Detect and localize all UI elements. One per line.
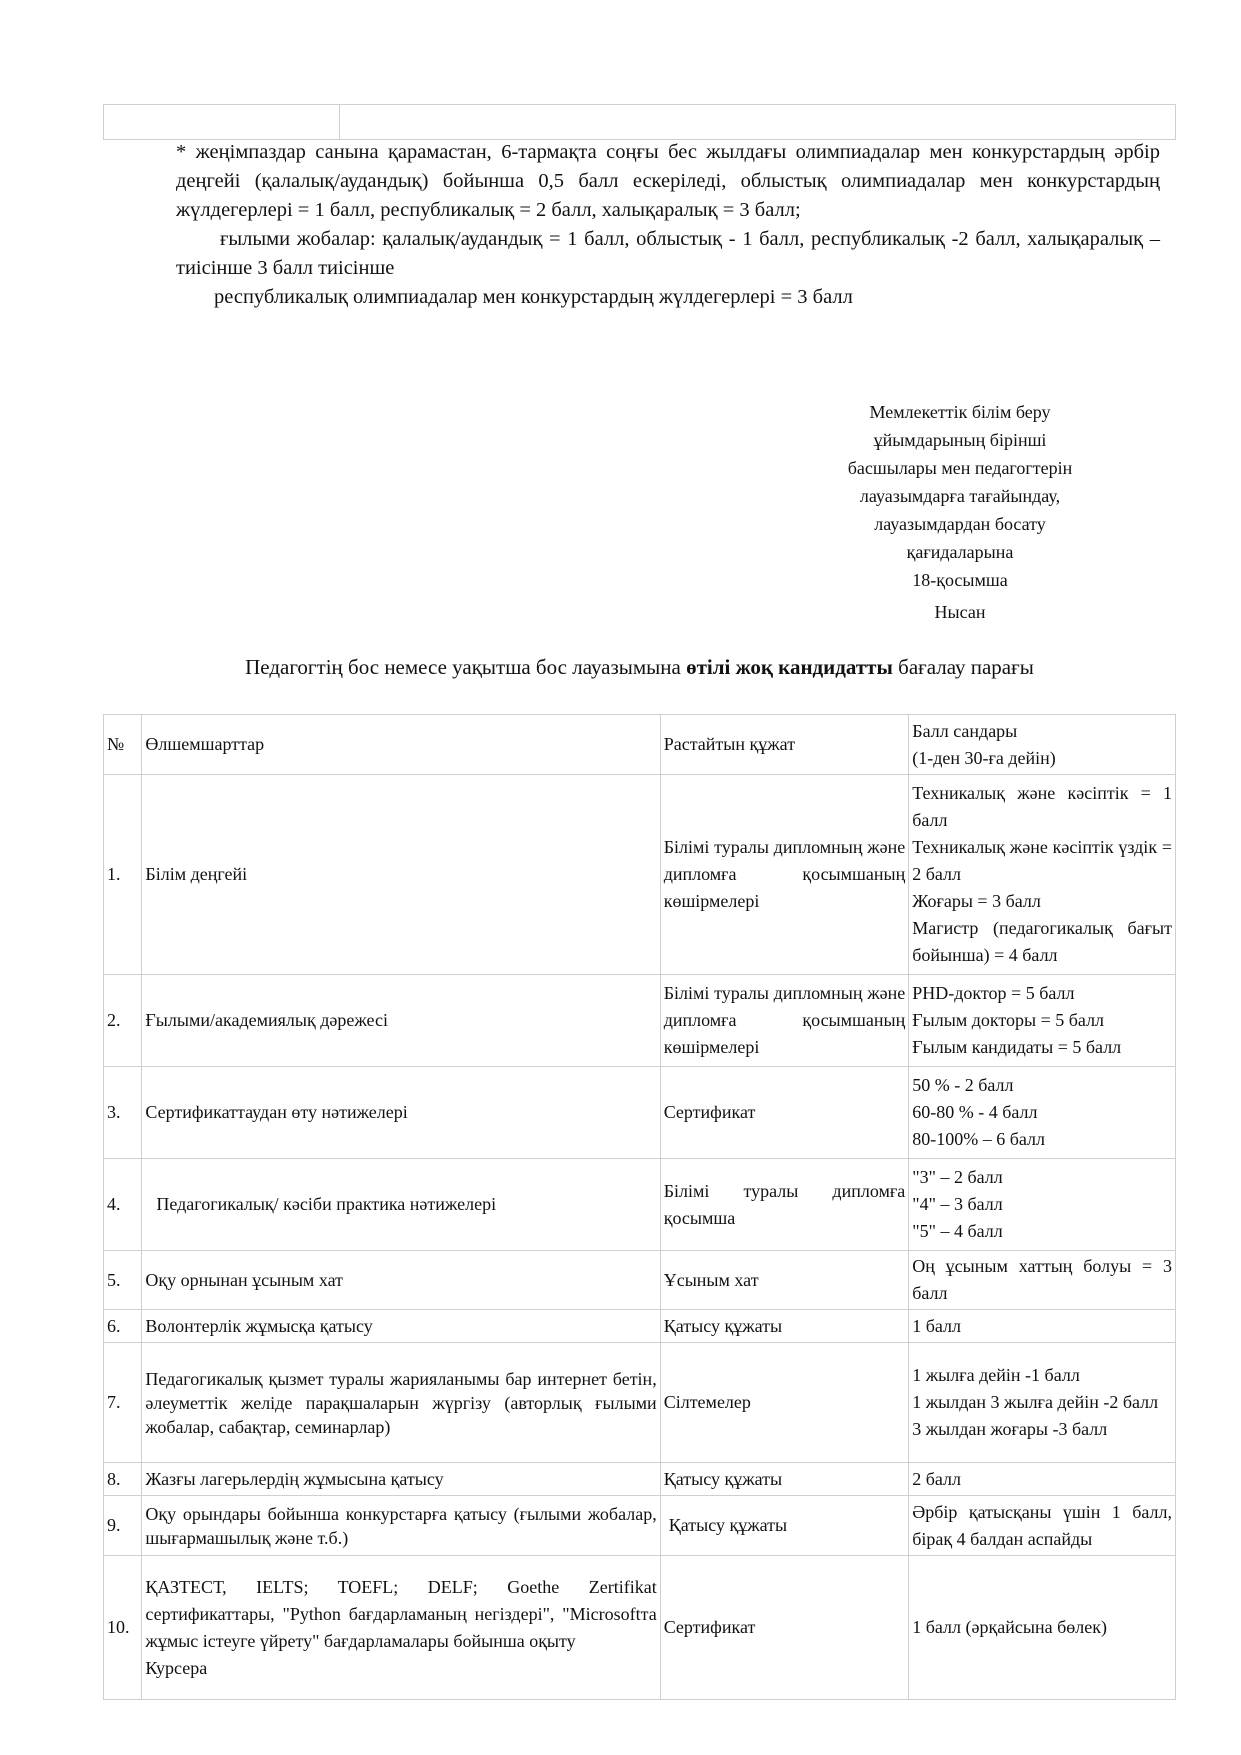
- score-line: Ғылым кандидаты = 5 балл: [912, 1037, 1122, 1057]
- title-pre: Педагогтің бос немесе уақытша бос лауазымына: [245, 655, 681, 679]
- criteria-line: ҚАЗТЕСТ, IELTS; TOEFL; DELF; Goethe Zertifikat сертификаттары, "Python бағдарламаның негіздері", "Microsoftта жұмыс істеуге үйрету" бағдарламалары бойынша оқыту: [145, 1576, 657, 1651]
- header-num: №: [104, 715, 142, 775]
- table-row: [104, 1556, 1176, 1700]
- title-post: бағалау парағы: [898, 655, 1034, 679]
- score-line: 50 % - 2 балл: [912, 1075, 1014, 1095]
- table-row: [104, 975, 1176, 1067]
- appendix-reference: [780, 398, 1140, 626]
- row-num: 10.: [104, 1556, 142, 1700]
- score-line: "4" – 3 балл: [912, 1194, 1003, 1214]
- row-criteria: Сертификаттаудан өту нәтижелері: [142, 1067, 660, 1159]
- table-row: [104, 1496, 1176, 1556]
- row-num: 1.: [104, 775, 142, 975]
- score-line: Жоғары = 3 балл: [912, 891, 1041, 911]
- row-score: [909, 1343, 1176, 1463]
- appendix-line: Нысан: [934, 602, 986, 622]
- row-document: Білімі туралы дипломға қосымша: [660, 1159, 909, 1251]
- score-line: 3 жылдан жоғары -3 балл: [912, 1419, 1108, 1439]
- header-score-line: (1-ден 30-ға дейін): [912, 747, 1056, 768]
- header-criteria: Өлшемшарттар: [142, 715, 660, 775]
- score-line: Техникалық және кәсіптік үздік = 2 балл: [912, 837, 1172, 884]
- appendix-line: ұйымдарының бірінші: [873, 430, 1047, 450]
- table-row: [104, 1343, 1176, 1463]
- title-bold: өтілі жоқ кандидатты: [686, 655, 893, 679]
- row-score: [909, 1067, 1176, 1159]
- row-score: [909, 1159, 1176, 1251]
- top-empty-table: [103, 104, 1176, 140]
- page-title: [103, 655, 1176, 680]
- row-num: 3.: [104, 1067, 142, 1159]
- table-row: [104, 1463, 1176, 1496]
- row-criteria: Волонтерлік жұмысқа қатысу: [142, 1310, 660, 1343]
- row-criteria: Білім деңгейі: [142, 775, 660, 975]
- row-criteria: Ғылыми/академиялық дәрежесі: [142, 975, 660, 1067]
- header-score: [909, 715, 1176, 775]
- row-criteria: Оқу орнынан ұсыным хат: [142, 1251, 660, 1310]
- row-criteria: Педагогикалық/ кәсіби практика нәтижелері: [142, 1159, 660, 1251]
- row-num: 5.: [104, 1251, 142, 1310]
- row-score: 1 балл: [909, 1310, 1176, 1343]
- table-row: [104, 1067, 1176, 1159]
- row-criteria: Жазғы лагерьлердің жұмысына қатысу: [142, 1463, 660, 1496]
- row-document: Білімі туралы дипломның және дипломға қосымшаның көшірмелері: [660, 975, 909, 1067]
- table-row: [104, 1159, 1176, 1251]
- row-document: Қатысу құжаты: [660, 1310, 909, 1343]
- footnote-block: [176, 138, 1160, 312]
- row-criteria: [142, 1556, 660, 1700]
- empty-cell: [104, 105, 340, 140]
- score-line: "3" – 2 балл: [912, 1167, 1003, 1187]
- table-header-row: [104, 715, 1176, 775]
- row-num: 7.: [104, 1343, 142, 1463]
- score-line: 1 жылға дейін -1 балл: [912, 1365, 1080, 1385]
- score-line: 80-100% – 6 балл: [912, 1129, 1046, 1149]
- table-row: [104, 1251, 1176, 1310]
- table-row: [104, 775, 1176, 975]
- row-num: 8.: [104, 1463, 142, 1496]
- score-line: 1 жылдан 3 жылға дейін -2 балл: [912, 1392, 1159, 1412]
- row-score: [909, 775, 1176, 975]
- appendix-line: қағидаларына: [906, 542, 1014, 562]
- score-line: 60-80 % - 4 балл: [912, 1102, 1038, 1122]
- score-line: Техникалық және кәсіптік = 1 балл: [912, 783, 1172, 830]
- row-document: Сертификат: [660, 1556, 909, 1700]
- row-num: 9.: [104, 1496, 142, 1556]
- appendix-line: лауазымдардан босату: [874, 514, 1046, 534]
- score-line: Ғылым докторы = 5 балл: [912, 1010, 1105, 1030]
- row-criteria: Оқу орындары бойынша конкурстарға қатысу (ғылыми жобалар, шығармашылық және т.б.): [142, 1496, 660, 1556]
- footnote-paragraph: * жеңімпаздар санына қарамастан, 6-тармақта соңғы бес жылдағы олимпиадалар мен конкурстардың әрбір деңгейі (қалалық/аудандық) бойынша 0,5 балл ескеріледі, облыстық олимпиадалар мен конкурстардың жүлдегерлері = 1 балл, республикалық = 2 балл, халықаралық = 3 балл;: [176, 141, 1160, 221]
- score-line: Магистр (педагогикалық бағыт бойынша) = 4 балл: [912, 918, 1172, 965]
- row-document: Қатысу құжаты: [660, 1496, 909, 1556]
- row-score: Әрбір қатысқаны үшін 1 балл, бірақ 4 балдан аспайды: [909, 1496, 1176, 1556]
- row-score: 2 балл: [909, 1463, 1176, 1496]
- row-document: Сілтемелер: [660, 1343, 909, 1463]
- row-num: 4.: [104, 1159, 142, 1251]
- score-line: "5" – 4 балл: [912, 1221, 1003, 1241]
- row-document: Сертификат: [660, 1067, 909, 1159]
- appendix-line: 18-қосымша: [912, 570, 1008, 590]
- table-row: [104, 1310, 1176, 1343]
- row-document: Білімі туралы дипломның және дипломға қосымшаның көшірмелері: [660, 775, 909, 975]
- empty-cell: [340, 105, 1176, 140]
- footnote-paragraph: ғылыми жобалар: қалалық/аудандық = 1 балл, облыстық - 1 балл, республикалық -2 балл, халықаралық – тиісінше 3 балл тиісінше: [176, 228, 1160, 279]
- header-score-line: Балл сандары: [912, 720, 1018, 741]
- appendix-line: Мемлекеттік білім беру: [869, 402, 1051, 422]
- score-line: PHD-доктор = 5 балл: [912, 983, 1075, 1003]
- evaluation-table: [103, 714, 1176, 1700]
- row-num: 6.: [104, 1310, 142, 1343]
- row-score: 1 балл (әрқайсына бөлек): [909, 1556, 1176, 1700]
- row-criteria: Педагогикалық қызмет туралы жарияланымы бар интернет бетін, әлеуметтік желіде парақшаларын жүргізу (авторлық ғылыми жобалар, сабақтар, семинарлар): [142, 1343, 660, 1463]
- appendix-line: басшылары мен педагогтерін: [847, 458, 1073, 478]
- row-document: Ұсыным хат: [660, 1251, 909, 1310]
- footnote-paragraph: республикалық олимпиадалар мен конкурстардың жүлдегерлері = 3 балл: [214, 286, 853, 308]
- row-document: Қатысу құжаты: [660, 1463, 909, 1496]
- row-num: 2.: [104, 975, 142, 1067]
- appendix-line: лауазымдарға тағайындау,: [859, 486, 1061, 506]
- row-score: Оң ұсыным хаттың болуы = 3 балл: [909, 1251, 1176, 1310]
- header-document: Растайтын құжат: [660, 715, 909, 775]
- criteria-line: Курсера: [145, 1657, 208, 1678]
- row-score: [909, 975, 1176, 1067]
